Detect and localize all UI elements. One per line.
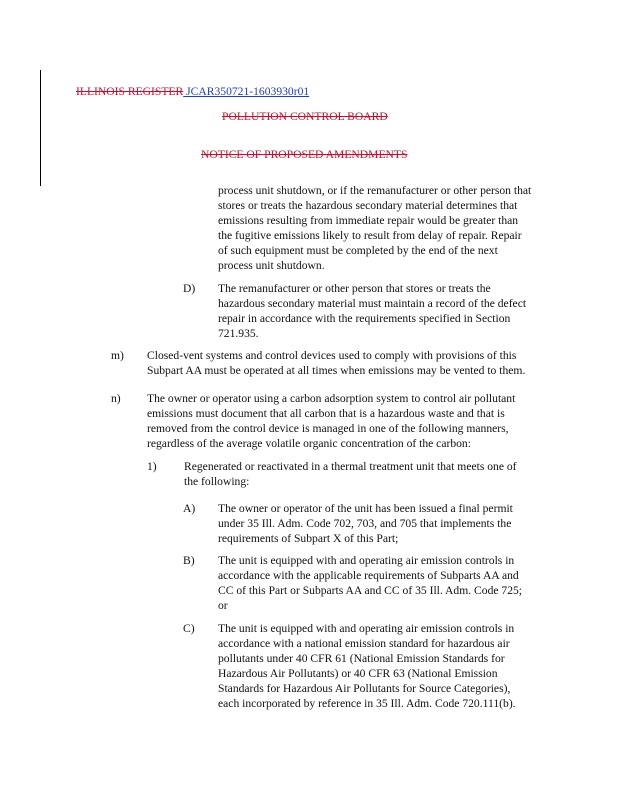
notice-title: NOTICE OF PROPOSED AMENDMENTS xyxy=(201,148,408,161)
register-header xyxy=(76,84,309,99)
text-line: hazardous secondary material must maintain a record of the defect xyxy=(218,297,527,310)
text-line: Closed-vent systems and control devices used to comply with provisions of this xyxy=(147,349,517,362)
item-n-label: n) xyxy=(111,392,121,405)
item-m-label: m) xyxy=(111,349,124,362)
item-c-label: C) xyxy=(183,622,195,635)
item-n-text xyxy=(147,391,515,451)
text-line: the following: xyxy=(184,475,250,488)
text-line: emissions must document that all carbon that is a hazardous waste and that is xyxy=(147,407,505,420)
item-b-label: B) xyxy=(183,554,195,567)
text-line: of such equipment must be completed by the end of the next xyxy=(218,244,498,257)
text-line: 721.935. xyxy=(218,327,259,340)
text-line: The remanufacturer or other person that stores or treats the xyxy=(218,282,491,295)
text-line: process unit shutdown, or if the remanufacturer or other person that xyxy=(218,184,532,197)
text-line: Regenerated or reactivated in a thermal treatment unit that meets one of xyxy=(184,460,517,473)
item-b-text xyxy=(218,553,522,613)
text-line: The unit is equipped with and operating air emission controls in xyxy=(218,622,515,635)
board-name: POLLUTION CONTROL BOARD xyxy=(222,110,388,123)
item-m-text xyxy=(147,348,525,378)
register-id-inserted: JCAR350721-1603930r01 xyxy=(183,85,310,98)
item-c-text xyxy=(218,621,516,711)
text-line: pollutants under 40 CFR 61 (National Emission Standards for xyxy=(218,652,505,665)
text-line: each incorporated by reference in 35 Ill. Adm. Code 720.111(b). xyxy=(218,697,516,710)
text-line: requirements of Subpart X of this Part; xyxy=(218,532,399,545)
item-d-label: D) xyxy=(183,282,196,295)
text-line: under 35 Ill. Adm. Code 702, 703, and 705 that implements the xyxy=(218,517,512,530)
text-line: Subpart AA must be operated at all times when emissions may be vented to them. xyxy=(147,364,526,377)
text-line: repair in accordance with the requirements specified in Section xyxy=(218,312,511,325)
text-line: process unit shutdown. xyxy=(218,259,325,272)
item-1-text xyxy=(184,459,517,489)
text-line: removed from the control device is managed in one of the following manners, xyxy=(147,422,509,435)
text-line: The unit is equipped with and operating air emission controls in xyxy=(218,554,515,567)
text-line: the fugitive emissions likely to result from delay of repair. Repair xyxy=(218,229,522,242)
text-line: or xyxy=(218,599,228,612)
text-line: Standards for Hazardous Air Pollutants for Source Categories), xyxy=(218,682,511,695)
continuation-paragraph xyxy=(218,183,531,273)
text-line: Hazardous Air Pollutants) or 40 CFR 63 (National Emission xyxy=(218,667,498,680)
text-line: CC of this Part or Subparts AA and CC of 35 Ill. Adm. Code 725; xyxy=(218,584,523,597)
text-line: regardless of the average volatile organic concentration of the carbon: xyxy=(147,437,471,450)
text-line: accordance with a national emission standard for hazardous air xyxy=(218,637,510,650)
item-a-label: A) xyxy=(183,502,196,515)
item-1-label: 1) xyxy=(147,460,157,473)
text-line: stores or treats the hazardous secondary material determines that xyxy=(218,199,518,212)
text-line: The owner or operator of the unit has been issued a final permit xyxy=(218,502,513,515)
revision-change-bar xyxy=(40,70,41,186)
text-line: The owner or operator using a carbon adsorption system to control air pollutant xyxy=(147,392,516,405)
item-d-text xyxy=(218,281,526,341)
text-line: emissions resulting from immediate repair would be greater than xyxy=(218,214,519,227)
register-title-struck: ILLINOIS REGISTER xyxy=(76,85,184,98)
text-line: accordance with the applicable requirements of Subparts AA and xyxy=(218,569,519,582)
item-a-text xyxy=(218,501,513,546)
